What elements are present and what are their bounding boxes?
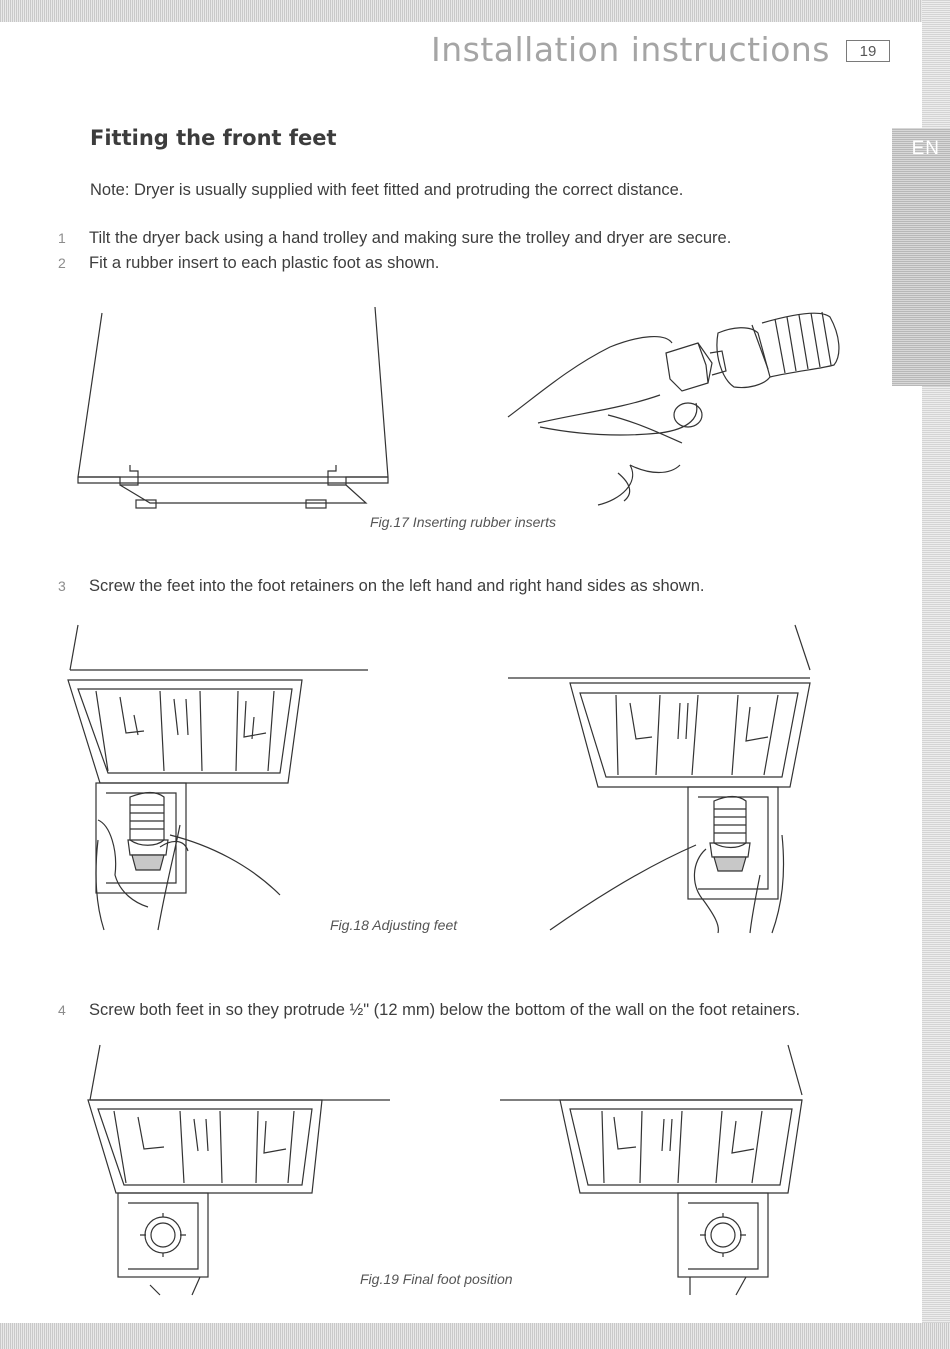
page-header-title: Installation instructions <box>430 30 830 69</box>
top-scan-border <box>0 0 950 22</box>
step-number: 3 <box>58 578 66 594</box>
step-2 <box>58 254 439 273</box>
step-text: Tilt the dryer back using a hand trolley and making sure the trolley and dryer are secure. <box>89 229 732 247</box>
step-number: 1 <box>58 230 66 246</box>
step-number: 4 <box>58 1002 66 1018</box>
step-1 <box>58 229 731 248</box>
note-text: Note: Dryer is usually supplied with feet fitted and protruding the correct distance. <box>90 181 684 199</box>
step-3 <box>58 577 704 596</box>
final-position-left-illustration <box>80 1045 400 1295</box>
hand-rubber-insert-illustration <box>500 305 850 515</box>
step-number: 2 <box>58 255 66 271</box>
fig17-caption: Fig.17 Inserting rubber inserts <box>370 514 556 530</box>
step-4 <box>58 1001 800 1020</box>
language-label: EN <box>911 138 940 159</box>
language-tab <box>892 128 950 386</box>
step-text: Screw the feet into the foot retainers on the left hand and right hand sides as shown. <box>89 577 705 595</box>
fig18-caption: Fig.18 Adjusting feet <box>330 917 458 933</box>
foot-adjust-right-illustration <box>520 625 820 935</box>
section-title: Fitting the front feet <box>90 126 337 150</box>
step-text: Screw both feet in so they protrude ½" (12 mm) below the bottom of the wall on the foot retainers. <box>89 1001 801 1019</box>
dryer-base-illustration <box>70 305 400 520</box>
step-text: Fit a rubber insert to each plastic foot as shown. <box>89 254 440 272</box>
final-position-right-illustration <box>490 1045 820 1295</box>
foot-adjust-left-illustration <box>60 625 380 935</box>
bottom-scan-border <box>0 1323 950 1349</box>
fig19-caption: Fig.19 Final foot position <box>360 1271 513 1287</box>
page-number: 19 <box>846 40 890 62</box>
